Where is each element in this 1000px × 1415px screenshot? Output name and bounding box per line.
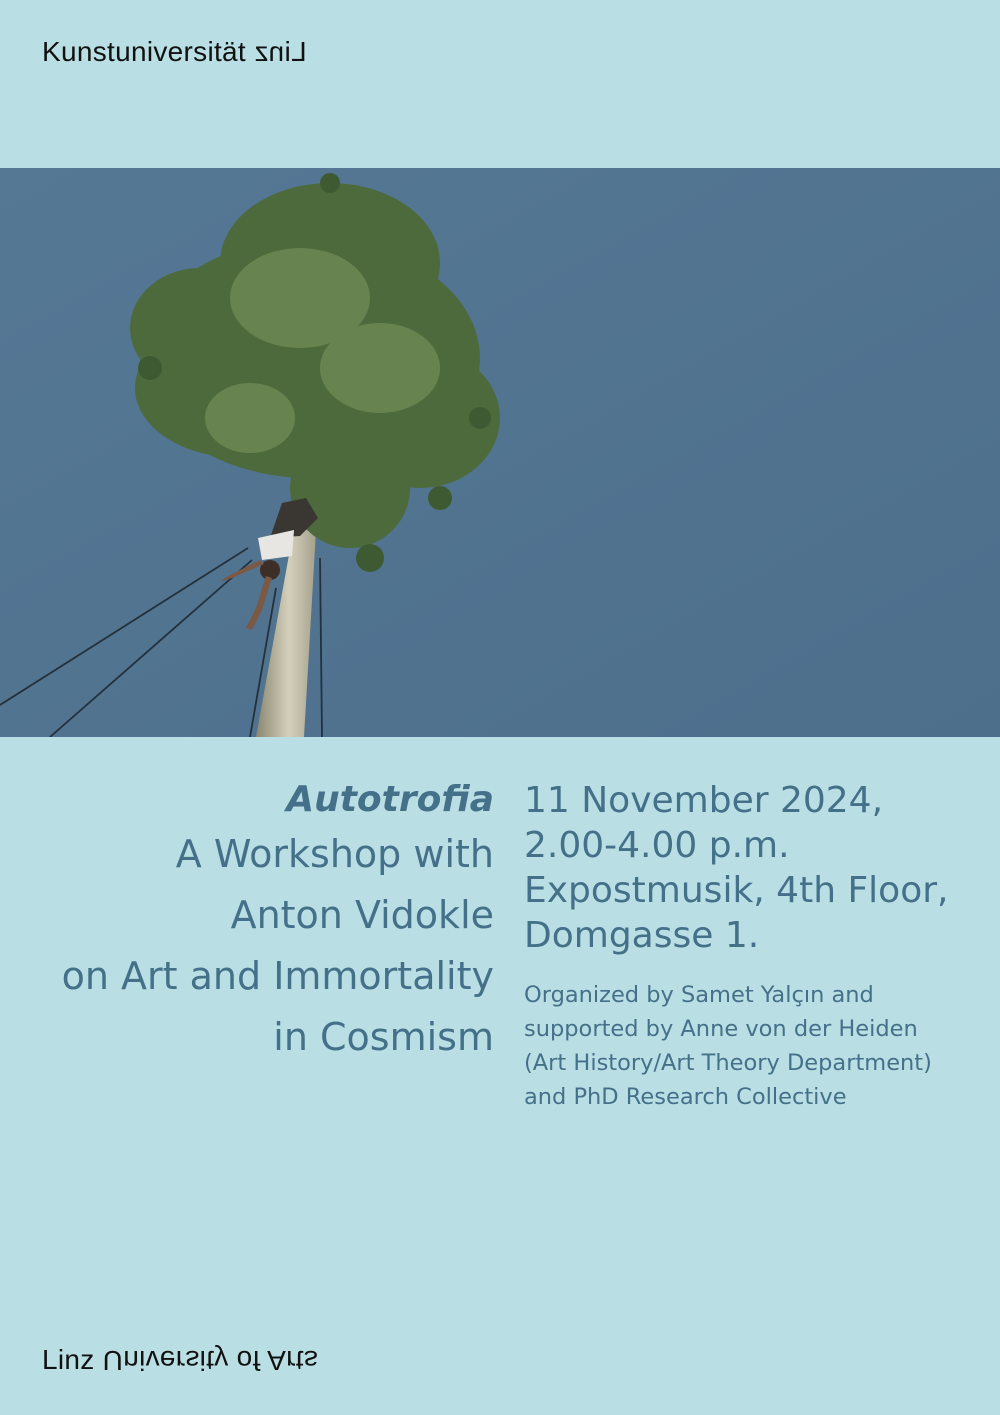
event-title: Autotrofia: [286, 779, 494, 820]
logo-word-main: Kunstuniversität: [42, 36, 247, 67]
event-credits: [524, 978, 974, 1114]
event-subtitle-line: in Cosmism: [273, 1015, 494, 1059]
credits-line: supported by Anne von der Heiden: [524, 1016, 918, 1042]
event-subtitle-line: A Workshop with: [175, 832, 494, 876]
university-logo-bottom: [42, 1346, 318, 1374]
credits-line: (Art History/Art Theory Department): [524, 1050, 932, 1076]
event-date: 11 November 2024,: [524, 780, 884, 821]
event-subtitle-line: on Art and Immortality: [61, 954, 494, 998]
event-subtitle-line: Anton Vidokle: [230, 893, 494, 937]
university-logo-top: [42, 38, 307, 66]
event-title-block: [24, 776, 494, 1068]
credits-line: and PhD Research Collective: [524, 1084, 847, 1110]
logo-word-main: Linz: [42, 1344, 95, 1375]
event-time: 2.00-4.00 p.m.: [524, 825, 790, 866]
logo-word-mirrored: Linz: [254, 36, 307, 67]
credits-line: Organized by Samet Yalçın and: [524, 982, 874, 1008]
event-address: Domgasse 1.: [524, 915, 760, 956]
event-venue: Expostmusik, 4th Floor,: [524, 870, 949, 911]
event-info-block: [524, 778, 974, 1114]
logo-word-mirrored: University of Arts: [102, 1345, 319, 1376]
event-photo: [0, 168, 1000, 737]
